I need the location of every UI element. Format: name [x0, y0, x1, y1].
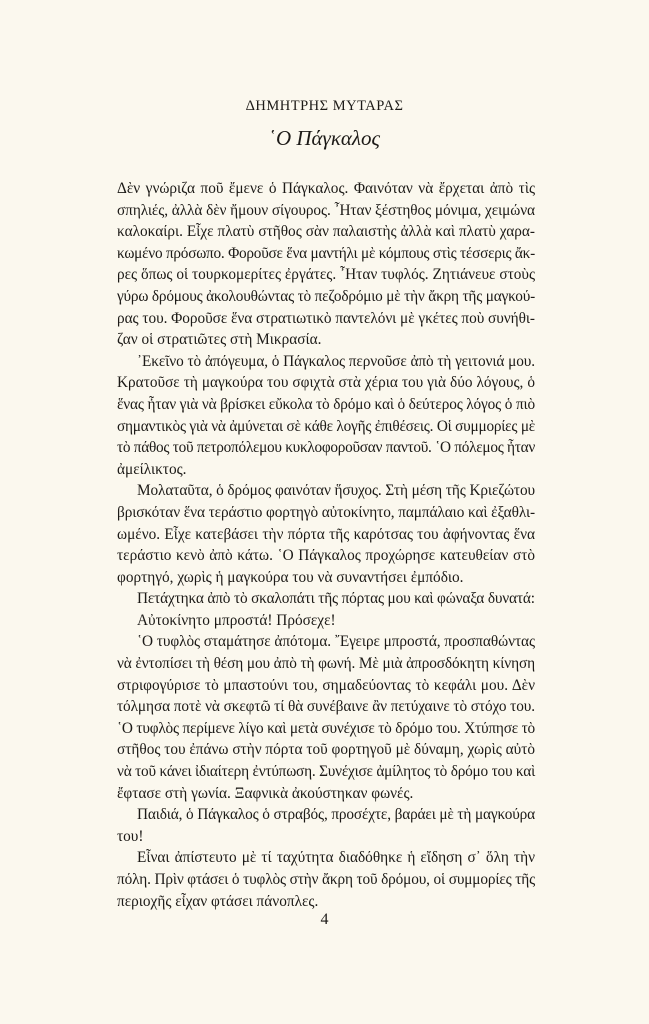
- text-line: στριφογύρισε τὸ μπαστούνι του, σημαδεύοντας τὸ κεφάλι μου. Δὲν: [117, 676, 535, 694]
- text-line: ῾Ο τυφλὸς περίμενε λίγο καὶ μετὰ συνέχισε τὸ δρόμο του. Χτύπησε τὸ: [117, 719, 535, 737]
- text-line: ρας του. Φοροῦσε ἕνα στρατιωτικὸ παντελόνι μὲ γκέτες ποὺ συνήθι-: [117, 309, 535, 327]
- author-name: ΔΗΜΗΤΡΗΣ ΜΥΤΑΡΑΣ: [245, 98, 404, 114]
- text-line: Εἶναι ἀπίστευτο μὲ τί ταχύτητα διαδόθηκε ἡ εἴδηση σ᾿ ὅλη τὴν: [137, 849, 535, 867]
- text-line: νὰ ἐντοπίσει τὴ θέση μου ἀπὸ τὴ φωνή. Μὲ μιὰ ἀπροσδόκητη κίνηση: [117, 655, 535, 673]
- text-line: σπηλιές, ἀλλὰ δὲν ἤμουν σίγουρος. ῏Ηταν ξέστηθος μόνιμα, χειμώνα: [117, 201, 535, 219]
- text-line: ῾Ο τυφλὸς σταμάτησε ἀπότομα. ῎Εγειρε μπροστά, προσπαθώντας: [137, 633, 535, 651]
- text-line: Κρατοῦσε τὴ μαγκούρα του σφιχτὰ στὰ χέρια του γιὰ δύο λόγους, ὁ: [117, 374, 535, 392]
- text-line: νὰ τοῦ κάνει ἰδιαίτερη ἐντύπωση. Συνέχισε ἀμίλητος τὸ δρόμο του καὶ: [117, 763, 535, 781]
- text-line: τεράστιο κενὸ ἀπὸ κάτω. ῾Ο Πάγκαλος προχώρησε κατευθείαν στὸ: [117, 547, 535, 565]
- text-line: ρες ὅπως οἱ τουρκομερίτες ἐργάτες. ῏Ηταν τυφλός. Ζητιάνευε στοὺς: [117, 266, 535, 284]
- text-line: βρισκόταν ἕνα τεράστιο φορτηγὸ αὐτοκίνητο, παμπάλαιο καὶ ἐξαθλι-: [117, 503, 535, 521]
- text-line: του!: [117, 827, 144, 845]
- text-line: πόλη. Πρὶν φτάσει ὁ τυφλὸς στὴν ἄκρη τοῦ δρόμου, οἱ συμμορίες τῆς: [117, 871, 535, 888]
- text-line: γύρω δρόμους ἀκολουθώντας τὸ πεζοδρόμιο μὲ τὴν ἄκρη τῆς μαγκού-: [117, 287, 535, 305]
- text-line: στῆθος του ἐπάνω στὴν πόρτα τοῦ φορτηγοῦ μὲ δύναμη, χωρὶς αὐτὸ: [117, 741, 535, 759]
- text-line: ζαν οἱ στρατιῶτες στὴ Μικρασία.: [117, 331, 322, 349]
- text-line: καλοκαίρι. Εἶχε πλατὺ στῆθος σὰν παλαιστὴς ἀλλὰ καὶ πλατὺ χαρα-: [117, 223, 535, 241]
- text-line: ἕνας ἦταν γιὰ νὰ βρίσκει εὔκολα τὸ δρόμο καὶ ὁ δεύτερος λόγος ὁ πιὸ: [117, 395, 535, 413]
- text-line: Παιδιά, ὁ Πάγκαλος ὁ στραβός, προσέχτε, βαράει μὲ τὴ μαγκούρα: [137, 806, 535, 824]
- page-number: 4: [320, 911, 329, 928]
- text-line: σημαντικὸς γιὰ νὰ ἀμύνεται σὲ κάθε λογῆς ἐπιθέσεις. Οἱ συμμορίες μὲ: [117, 417, 535, 435]
- story-body: [117, 178, 535, 912]
- text-line: ωμένο. Εἶχε κατεβάσει τὴν πόρτα τῆς καρότσας του ἀφήνοντας ἕνα: [117, 525, 535, 543]
- text-line: κωμένο πρόσωπο. Φοροῦσε ἕνα μαντήλι μὲ κόμπους στὶς τέσσερις ἄκ-: [117, 244, 535, 262]
- text-line: ᾿Εκεῖνο τὸ ἀπόγευμα, ὁ Πάγκαλος περνοῦσε ἀπὸ τὴ γειτονιά μου.: [137, 352, 535, 370]
- text-line: φορτηγό, χωρὶς ἡ μαγκούρα του νὰ συναντήσει ἐμπόδιο.: [117, 568, 464, 586]
- text-line: ἀμείλικτος.: [117, 460, 187, 478]
- text-line: Μολαταῦτα, ὁ δρόμος φαινόταν ἥσυχος. Στὴ μέση τῆς Κριεζώτου: [137, 482, 535, 500]
- text-line: Πετάχτηκα ἀπὸ τὸ σκαλοπάτι τῆς πόρτας μου καὶ φώναξα δυνατά:: [137, 590, 535, 608]
- text-line: τόλμησα ποτὲ νὰ σκεφτῶ τί θὰ συνέβαινε ἂν πετύχαινε τὸ στόχο του.: [117, 698, 535, 716]
- story-title: ῾Ο Πάγκαλος: [268, 126, 381, 150]
- text-line: περιοχῆς εἶχαν φτάσει πάνοπλες.: [117, 892, 319, 910]
- text-line: τὸ πάθος τοῦ πετροπόλεμου κυκλοφοροῦσαν παντοῦ. ῾Ο πόλεμος ἦταν: [117, 439, 535, 457]
- text-line: ἔφτασε στὴ γωνία. Ξαφνικὰ ἀκούστηκαν φωνές.: [117, 784, 414, 802]
- text-line: Αὐτοκίνητο μπροστά! Πρόσεχε!: [137, 611, 336, 629]
- text-line: Δὲν γνώριζα ποῦ ἔμενε ὁ Πάγκαλος. Φαινόταν νὰ ἔρχεται ἀπὸ τὶς: [117, 180, 535, 197]
